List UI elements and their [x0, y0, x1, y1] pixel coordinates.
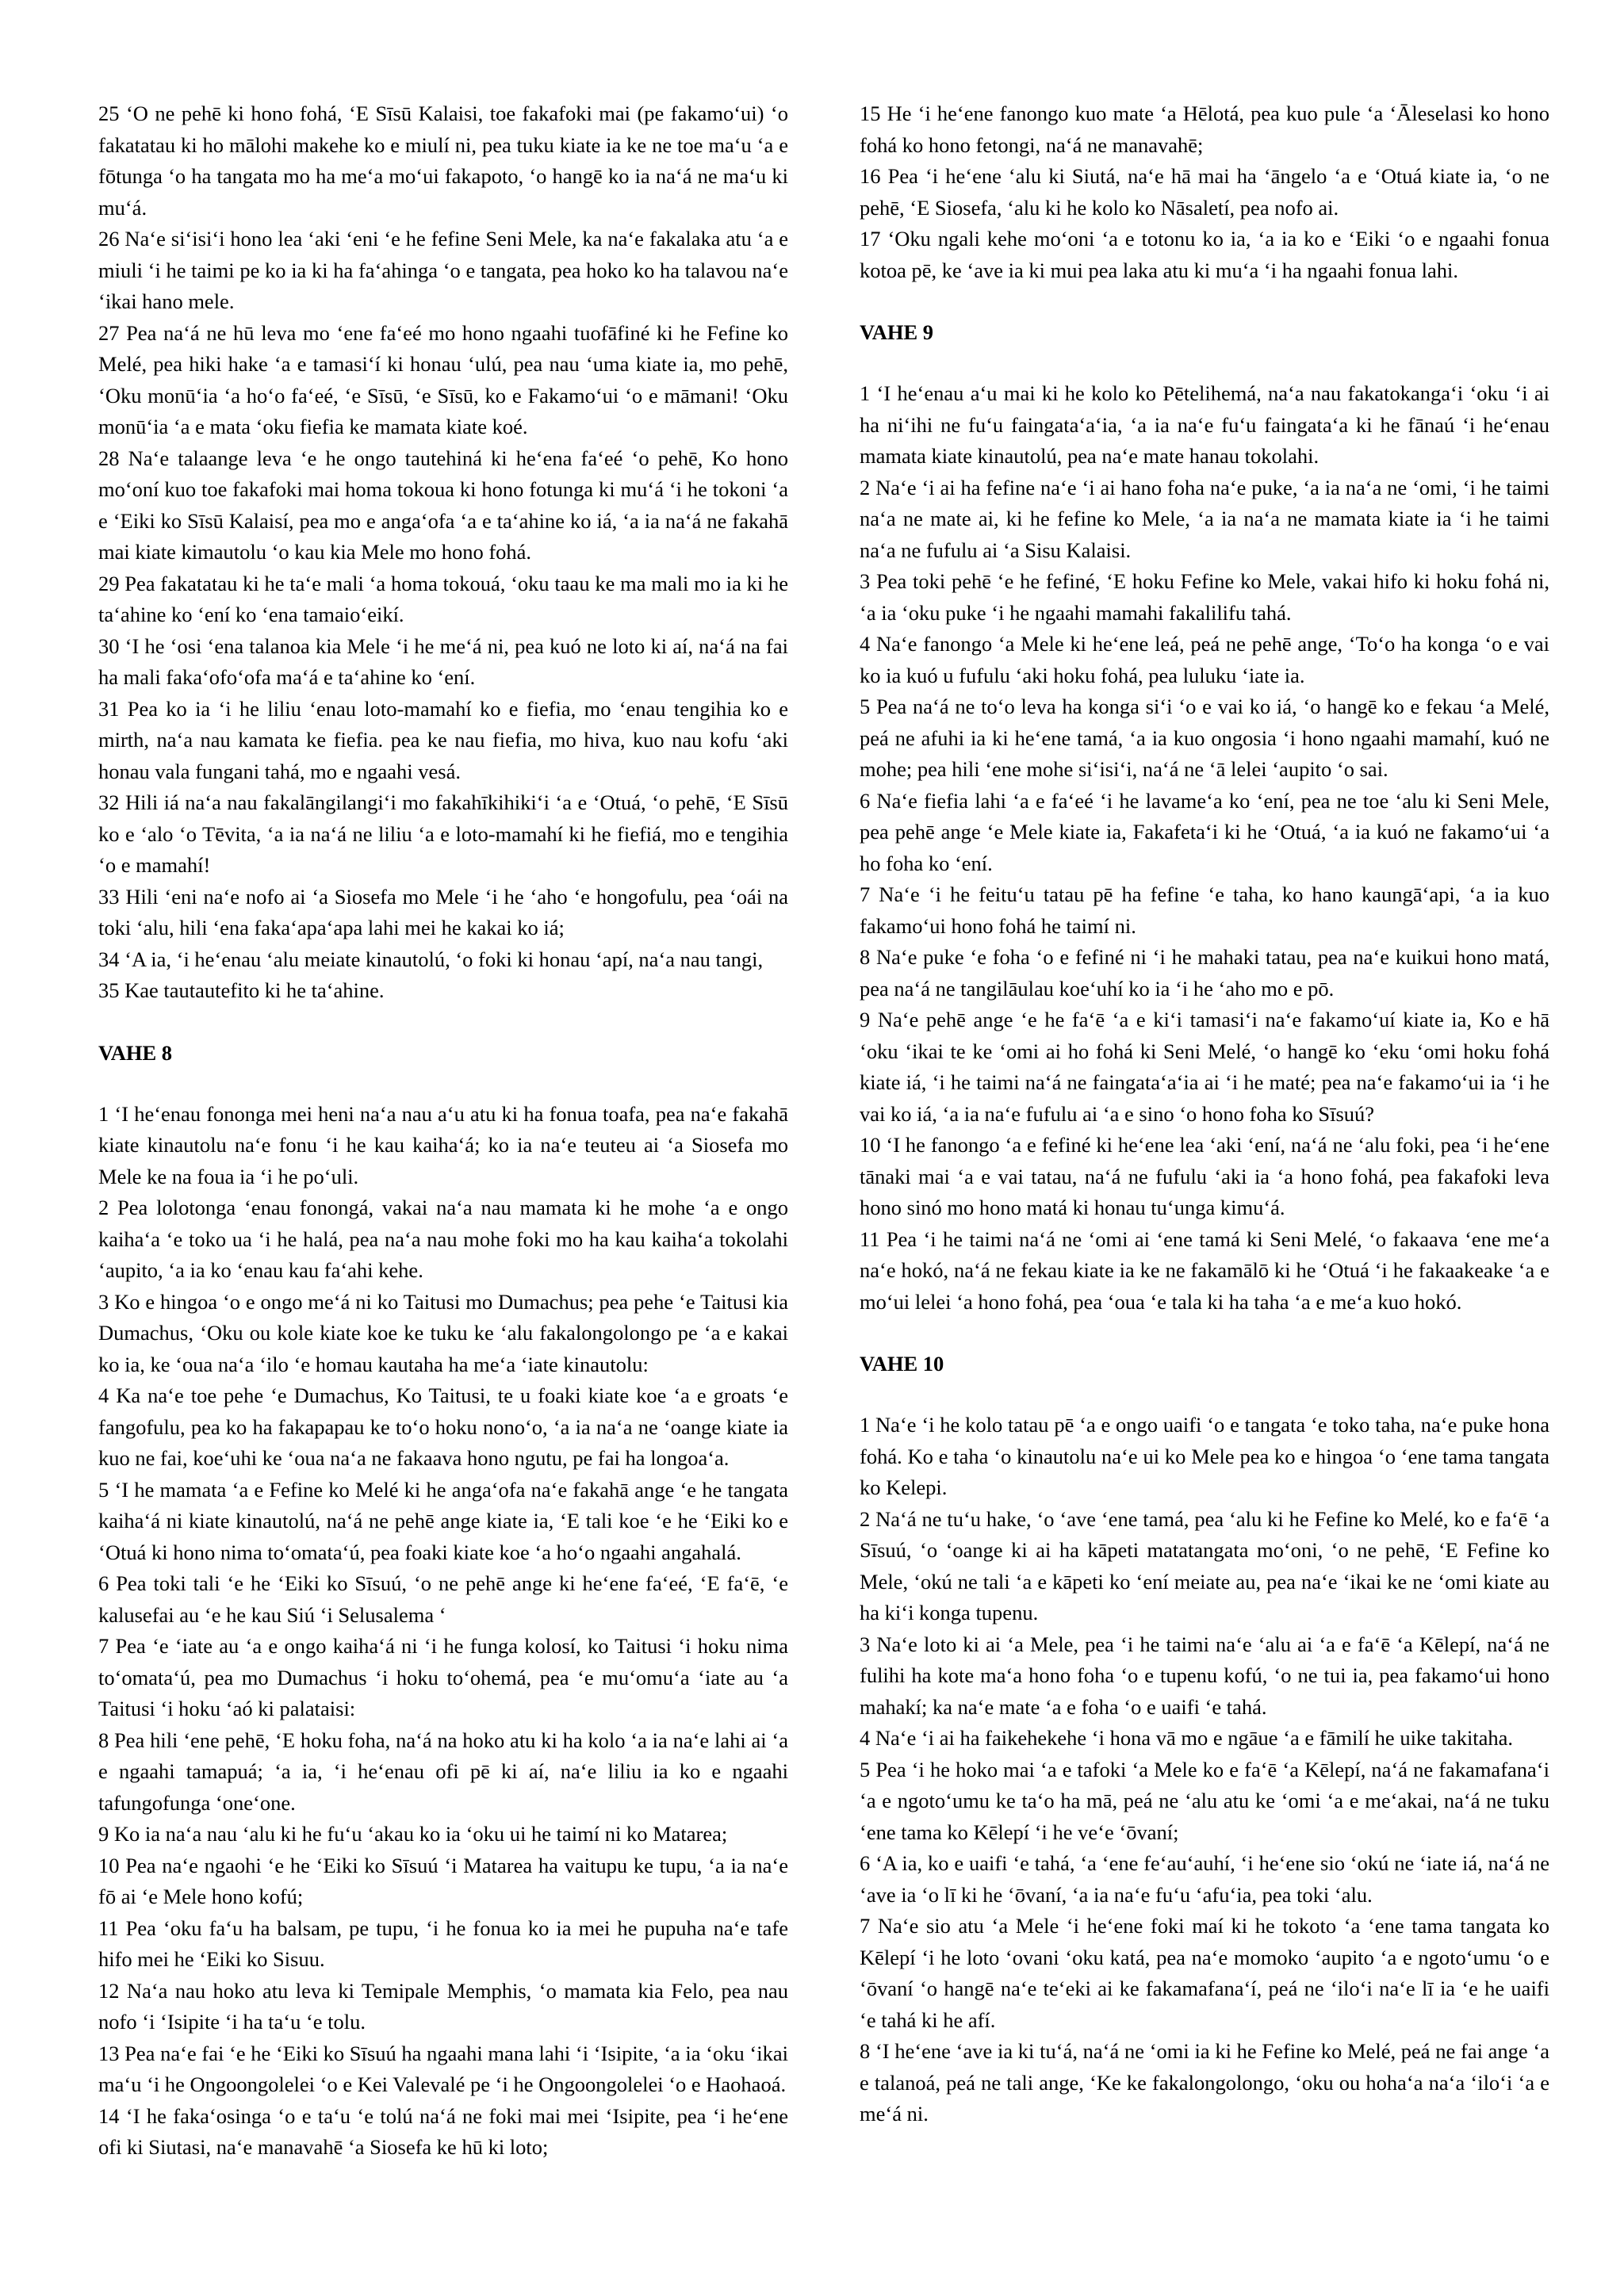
verse-paragraph: 9 Na‘e pehē ange ‘e he fa‘ē ‘a e ki‘i tamasi‘i na‘e fakamo‘uí kiate ia, Ko e hā ‘oku ‘ikai te ke ‘omi ai ho fohá ki Seni Melé, ‘o hangē ko ‘eku ‘omi hoku fohá kiate iá, ‘i he taimi na‘á ne faingata‘a‘ia ai ‘i he maté; pea na‘e fakamo‘ui ia ‘i he vai ko iá, ‘a ia na‘e fufulu ai ‘a e sino ‘o hono foha ko Sīsuú?	[860, 1008, 1549, 1126]
verse-paragraph: 3 Pea toki pehē ‘e he fefiné, ‘E hoku Fefine ko Mele, vakai hifo ki hoku fohá ni, ‘a ia ‘oku puke ‘i he ngaahi mamahi fakalilifu tahá.	[860, 569, 1549, 625]
chapter-heading-vahe-10: VAHE 10	[860, 1352, 944, 1376]
verse-paragraph: 2 Pea lolotonga ‘enau fonongá, vakai na‘a nau mamata ki he mohe ‘a e ongo kaiha‘a ‘e toko ua ‘i he halá, pea na‘a nau mohe foki mo ha kau kaiha‘a tokolahi ‘aupito, ‘a ia ko ‘enau kau fa‘ahi kehe.	[98, 1196, 788, 1282]
verse-paragraph: 1 Na‘e ‘i he kolo tatau pē ‘a e ongo uaifi ‘o e tangata ‘e toko taha, na‘e puke hona fohá. Ko e taha ‘o kinautolu na‘e ui ko Mele pea ko e hingoa ‘o ‘ene tama tangata ko Kelepi.	[860, 1413, 1549, 1499]
verse-paragraph: 33 Hili ‘eni na‘e nofo ai ‘a Siosefa mo Mele ‘i he ‘aho ‘e hongofulu, pea ‘oái na toki ‘alu, hili ‘ena faka‘apa‘apa lahi mei he kakai ko iá;	[98, 884, 788, 939]
verse-paragraph: 1 ‘I he‘enau a‘u mai ki he kolo ko Pētelihemá, na‘a nau fakatokanga‘i ‘oku ‘i ai ha ni‘ihi ne fu‘u faingata‘a‘ia, ‘a ia na‘e fu‘u faingata‘a ki he fānaú ‘i he‘enau mamata kiate kinautolú, pea na‘e mate hanau tokolahi.	[860, 381, 1549, 468]
verse-paragraph: 29 Pea fakatatau ki he ta‘e mali ‘a homa tokouá, ‘oku taau ke ma mali mo ia ki he ta‘ahine ko ‘ení ko ‘ena tamaio‘eikí.	[98, 571, 788, 626]
verse-paragraph: 30 ‘I he ‘osi ‘ena talanoa kia Mele ‘i he me‘á ni, pea kuó ne loto ki aí, na‘á na fai ha mali faka‘ofo‘ofa ma‘á e ta‘ahine ko ‘ení.	[98, 633, 788, 689]
left-column	[98, 98, 788, 2164]
verse-paragraph: 8 Pea hili ‘ene pehē, ‘E hoku foha, na‘á na hoko atu ki ha kolo ‘a ia na‘e lahi ai ‘a e ngaahi tamapuá; ‘a ia, ‘i he‘enau ofi pē ki aí, na‘e liliu ia ko e ngaahi tafungofunga ‘one‘one.	[98, 1728, 788, 1815]
right-column	[860, 98, 1549, 2130]
verse-paragraph: 35 Kae tautautefito ki he ta‘ahine.	[98, 978, 385, 1002]
verse-paragraph: 4 Na‘e ‘i ai ha faikehekehe ‘i hona vā mo e ngāue ‘a e fāmilí he uike takitaha.	[860, 1726, 1514, 1750]
verse-paragraph: 5 ‘I he mamata ‘a e Fefine ko Melé ki he anga‘ofa na‘e fakahā ange ‘e he tangata kaiha‘á ni kiate kinautolú, na‘á ne pehē ange kiate ia, ‘E tali koe ‘e he ‘Eiki ko e ‘Otuá ki hono nima to‘omata‘ú, pea foaki kiate koe ‘a ho‘o ngaahi angahalá.	[98, 1477, 788, 1564]
verse-paragraph: 11 Pea ‘i he taimi na‘á ne ‘omi ai ‘ene tamá ki Seni Melé, ‘o fakaava ‘ene me‘a na‘e hokó, na‘á ne fekau kiate ia ke ne fakamālō ki he ‘Otuá ‘i he fakaakeake ‘a e mo‘ui lelei ‘a hono fohá, pea ‘oua ‘e tala ki ha taha ‘a e me‘a kuo hokó.	[860, 1226, 1549, 1314]
verse-paragraph: 32 Hili iá na‘a nau fakalāngilangi‘i mo fakahīkihiki‘i ‘a e ‘Otuá, ‘o pehē, ‘E Sīsū ko e ‘alo ‘o Tēvita, ‘a ia na‘á ne liliu ‘a e loto-mamahí ki he fiefiá, mo e tengihia ‘o e mamahí!	[98, 790, 788, 877]
verse-paragraph: 6 ‘A ia, ko e uaifi ‘e tahá, ‘a ‘ene fe‘au‘auhí, ‘i he‘ene sio ‘okú ne ‘iate iá, na‘á ne ‘ave ia ‘o lī ki he ‘ōvaní, ‘a ia na‘e fu‘u ‘afu‘ia, pea toki ‘alu.	[860, 1851, 1549, 1907]
verse-paragraph: 10 Pea na‘e ngaohi ‘e he ‘Eiki ko Sīsuú ‘i Matarea ha vaitupu ke tupu, ‘a ia na‘e fō ai ‘e Mele hono kofú;	[98, 1853, 788, 1908]
verse-paragraph: 17 ‘Oku ngali kehe mo‘oni ‘a e totonu ko ia, ‘a ia ko e ‘Eiki ‘o e ngaahi fonua kotoa pē, ke ‘ave ia ki mui pea laka atu ki mu‘a ‘i ha ngaahi fonua lahi.	[860, 227, 1549, 282]
verse-paragraph: 4 Na‘e fanongo ‘a Mele ki he‘ene leá, peá ne pehē ange, ‘To‘o ha konga ‘o e vai ko ia kuó u fufulu ‘aki hoku fohá, pea luluku ‘iate ia.	[860, 632, 1549, 687]
verse-paragraph: 7 Na‘e sio atu ‘a Mele ‘i he‘ene foki maí ki he tokoto ‘a ‘ene tama tangata ko Kēlepí ‘i he loto ‘ovani ‘oku katá, pea na‘e momoko ‘aupito ‘a e ngoto‘umu ‘o e ‘ōvaní ‘o hangē na‘e te‘eki ai ke fakamafana‘í, peá ne ‘ilo‘i na‘e lī ia ‘e he uaifi ‘e tahá ki he afí.	[860, 1914, 1549, 2032]
verse-paragraph: 15 He ‘i he‘ene fanongo kuo mate ‘a Hēlotá, pea kuo pule ‘a ‘Āleselasi ko hono fohá ko hono fetongi, na‘á ne manavahē;	[860, 101, 1549, 157]
verse-paragraph: 7 Na‘e ‘i he feitu‘u tatau pē ha fefine ‘e taha, ko hano kaungā‘api, ‘a ia kuo fakamo‘ui hono fohá he taimí ni.	[860, 882, 1549, 938]
chapter-heading-vahe-8: VAHE 8	[98, 1040, 173, 1065]
verse-paragraph: 5 Pea na‘á ne to‘o leva ha konga si‘i ‘o e vai ko iá, ‘o hangē ko e fekau ‘a Melé, peá ne afuhi ia ki he‘ene tamá, ‘a ia kuo ongosia ‘i hono ngaahi mamahí, kuó ne mohe; pea hili ‘ene mohe si‘isi‘i, na‘á ne ‘ā lelei ‘aupito ‘o sai.	[860, 695, 1549, 781]
verse-paragraph: 2 Na‘e ‘i ai ha fefine na‘e ‘i ai hano foha na‘e puke, ‘a ia na‘a ne ‘omi, ‘i he taimi na‘a ne mate ai, ki he fefine ko Mele, ‘a ia na‘a ne mamata kiate ia ‘i he taimi na‘a ne fufulu ai ‘a Sisu Kalaisi.	[860, 475, 1549, 562]
verse-paragraph: 3 Na‘e loto ki ai ‘a Mele, pea ‘i he taimi na‘e ‘alu ai ‘a e fa‘ē ‘a Kēlepí, na‘á ne fulihi ha kote ma‘a hono foha ‘o e tupenu kofú, ‘o ne tui ia, pea fakamo‘ui hono mahakí; ka na‘e mate ‘a e foha ‘o e uaifi ‘e tahá.	[860, 1632, 1549, 1719]
verse-paragraph: 7 Pea ‘e ‘iate au ‘a e ongo kaiha‘á ni ‘i he funga kolosí, ko Taitusi ‘i hoku nima to‘omata‘ú, pea mo Dumachus ‘i hoku to‘ohemá, pea ‘e mu‘omu‘a ‘iate au ‘a Taitusi ‘i hoku ‘aó ki palataisi:	[98, 1634, 788, 1720]
verse-paragraph: 6 Pea toki tali ‘e he ‘Eiki ko Sīsuú, ‘o ne pehē ange ki he‘ene fa‘eé, ‘E fa‘ē, ‘e kalusefai au ‘e he kau Siú ‘i Selusalema ‘	[98, 1571, 788, 1627]
verse-paragraph: 2 Na‘á ne tu‘u hake, ‘o ‘ave ‘ene tamá, pea ‘alu ki he Fefine ko Melé, ko e fa‘ē ‘a Sīsuú, ‘o ‘oange ki ai ha kāpeti matatangata mo‘oni, ‘o ne pehē, ‘E Fefine ko Mele, ‘okú ne tali ‘a e kāpeti ko ‘ení meiate au, pea na‘e ‘ikai ke ne ‘omi kiate au ha ki‘i konga tupenu.	[860, 1506, 1549, 1624]
document-page	[98, 98, 1549, 2239]
verse-paragraph: 14 ‘I he faka‘osinga ‘o e ta‘u ‘e tolú na‘á ne foki mai mei ‘Isipite, pea ‘i he‘ene ofi ki Siutasi, na‘e manavahē ‘a Siosefa ke hū ki loto;	[98, 2103, 788, 2159]
verse-paragraph: 28 Na‘e talaange leva ‘e he ongo tautehiná ki he‘ena fa‘eé ‘o pehē, Ko hono mo‘oní kuo toe fakafoki mai homa tokoua ki hono fotunga ki mu‘á ‘i he tokoni ‘a e ‘Eiki ko Sīsū Kalaisí, pea mo e anga‘ofa ‘a e ta‘ahine ko iá, ‘a ia na‘á ne fakahā mai kiate kimautolu ‘o kau kia Mele mo hono fohá.	[98, 446, 788, 564]
verse-paragraph: 13 Pea na‘e fai ‘e he ‘Eiki ko Sīsuú ha ngaahi mana lahi ‘i ‘Isipite, ‘a ia ‘oku ‘ikai ma‘u ‘i he Ongoongolelei ‘o e Kei Valevalé pe ‘i he Ongoongolelei ‘o e Haohaoá.	[98, 2041, 788, 2096]
verse-paragraph: 6 Na‘e fiefia lahi ‘a e fa‘eé ‘i he lavame‘a ko ‘ení, pea ne toe ‘alu ki Seni Mele, pea pehē ange ‘e Mele kiate ia, Fakafeta‘i ki he ‘Otuá, ‘a ia kuó ne fakamo‘ui ‘a ho foha ko ‘ení.	[860, 788, 1549, 875]
verse-paragraph: 34 ‘A ia, ‘i he‘enau ‘alu meiate kinautolú, ‘o foki ki honau ‘apí, na‘a nau tangi,	[98, 947, 764, 971]
verse-paragraph: 8 ‘I he‘ene ‘ave ia ki tu‘á, na‘á ne ‘omi ia ki he Fefine ko Melé, peá ne fai ange ‘a e talanoá, peá ne tali ange, ‘Ke ke fakalongolongo, ‘oku ou hoha‘a na‘a ‘ilo‘i ‘a e me‘á ni.	[860, 2039, 1549, 2126]
verse-paragraph: 8 Na‘e puke ‘e foha ‘o e fefiné ni ‘i he mahaki tatau, pea na‘e kuikui hono matá, pea na‘á ne tangilāulau koe‘uhí ko ia ‘i he ‘aho mo e pō.	[860, 945, 1549, 1001]
verse-paragraph: 25 ‘O ne pehē ki hono fohá, ‘E Sīsū Kalaisi, toe fakafoki mai (pe fakamo‘ui) ‘o fakatatau ki ho mālohi makehe ko e miulí ni, pea tuku kiate ia ke ne toe ma‘u ‘a e fōtunga ‘o ha tangata mo ha me‘a mo‘ui fakapoto, ‘o hangē ko ia na‘á ne ma‘u ki mu‘á.	[98, 101, 788, 220]
verse-paragraph: 31 Pea ko ia ‘i he liliu ‘enau loto-mamahí ko e fiefia, mo ‘enau tengihia ko e mirth, na‘a nau kamata ke fiefia. pea ke nau fiefia, mo hiva, kuo nau kofu ‘aki honau vala fungani tahá, mo e ngaahi vesá.	[98, 696, 788, 783]
verse-paragraph: 3 Ko e hingoa ‘o e ongo me‘á ni ko Taitusi mo Dumachus; pea pehe ‘e Taitusi kia Dumachus, ‘Oku ou kole kiate koe ke tuku ke ‘alu fakalongolongo pe ‘a e kakai ko ia, ke ‘oua na‘a ‘ilo ‘e homau kautaha ha me‘a ‘iate kinautolu:	[98, 1289, 788, 1376]
verse-paragraph: 1 ‘I he‘enau fononga mei heni na‘a nau a‘u atu ki ha fonua toafa, pea na‘e fakahā kiate kinautolu na‘e fonu ‘i he kau kaiha‘á; ko ia na‘e teuteu ai ‘a Siosefa mo Mele ke na foua ia ‘i he po‘uli.	[98, 1101, 788, 1188]
verse-paragraph: 16 Pea ‘i he‘ene ‘alu ki Siutá, na‘e hā mai ha ‘āngelo ‘a e ‘Otuá kiate ia, ‘o ne pehē, ‘E Siosefa, ‘alu ki he kolo ko Nāsaletí, pea nofo ai.	[860, 164, 1549, 220]
verse-paragraph: 4 Ka na‘e toe pehe ‘e Dumachus, Ko Taitusi, te u foaki kiate koe ‘a e groats ‘e fangofulu, pea ko ha fakapapau ke to‘o hoku nono‘o, ‘a ia na‘a ne ‘oange kiate ia kuo ne fai, koe‘uhi ke ‘oua na‘a ne fakaava hono ngutu, pe fai ha longoa‘a.	[98, 1383, 788, 1470]
chapter-heading-vahe-9: VAHE 9	[860, 320, 934, 344]
verse-paragraph: 9 Ko ia na‘a nau ‘alu ki he fu‘u ‘akau ko ia ‘oku ui he taimí ni ko Matarea;	[98, 1822, 728, 1846]
verse-paragraph: 5 Pea ‘i he hoko mai ‘a e tafoki ‘a Mele ko e fa‘ē ‘a Kēlepí, na‘á ne fakamafana‘i ‘a e ngoto‘umu ke ta‘o ha mā, peá ne ‘alu atu ke ‘omi ‘a e me‘akai, na‘á ne tuku ‘ene tama ko Kēlepí ‘i he ve‘e ‘ōvaní;	[860, 1757, 1549, 1844]
verse-paragraph: 12 Na‘a nau hoko atu leva ki Temipale Memphis, ‘o mamata kia Felo, pea nau nofo ‘i ‘Isipite ‘i ha ta‘u ‘e tolu.	[98, 1978, 788, 2034]
verse-paragraph: 26 Na‘e si‘isi‘i hono lea ‘aki ‘eni ‘e he fefine Seni Mele, ka na‘e fakalaka atu ‘a e miuli ‘i he taimi pe ko ia ki ha fa‘ahinga ‘o e tangata, pea hoko ko ha talavou na‘e ‘ikai hano mele.	[98, 227, 788, 313]
verse-paragraph: 27 Pea na‘á ne hū leva mo ‘ene fa‘eé mo hono ngaahi tuofāfiné ki he Fefine ko Melé, pea hiki hake ‘a e tamasi‘í ki honau ‘ulú, pea nau ‘uma kiate ia, mo pehē, ‘Oku monū‘ia ‘a ho‘o fa‘eé, ‘e Sīsū, ‘e Sīsū, ko e Fakamo‘ui ‘o e māmani! ‘Oku monū‘ia ‘a e mata ‘oku fiefia ke mamata kiate koé.	[98, 320, 788, 438]
verse-paragraph: 11 Pea ‘oku fa‘u ha balsam, pe tupu, ‘i he fonua ko ia mei he pupuha na‘e tafe hifo mei he ‘Eiki ko Sisuu.	[98, 1915, 788, 1971]
verse-paragraph: 10 ‘I he fanongo ‘a e fefiné ki he‘ene lea ‘aki ‘ení, na‘á ne ‘alu foki, pea ‘i he‘ene tānaki mai ‘a e vai tatau, na‘á ne fufulu ‘aki ia ‘a hono fohá, pea fakafoki leva hono sinó mo hono matá ki honau tu‘unga kimu‘á.	[860, 1133, 1549, 1219]
